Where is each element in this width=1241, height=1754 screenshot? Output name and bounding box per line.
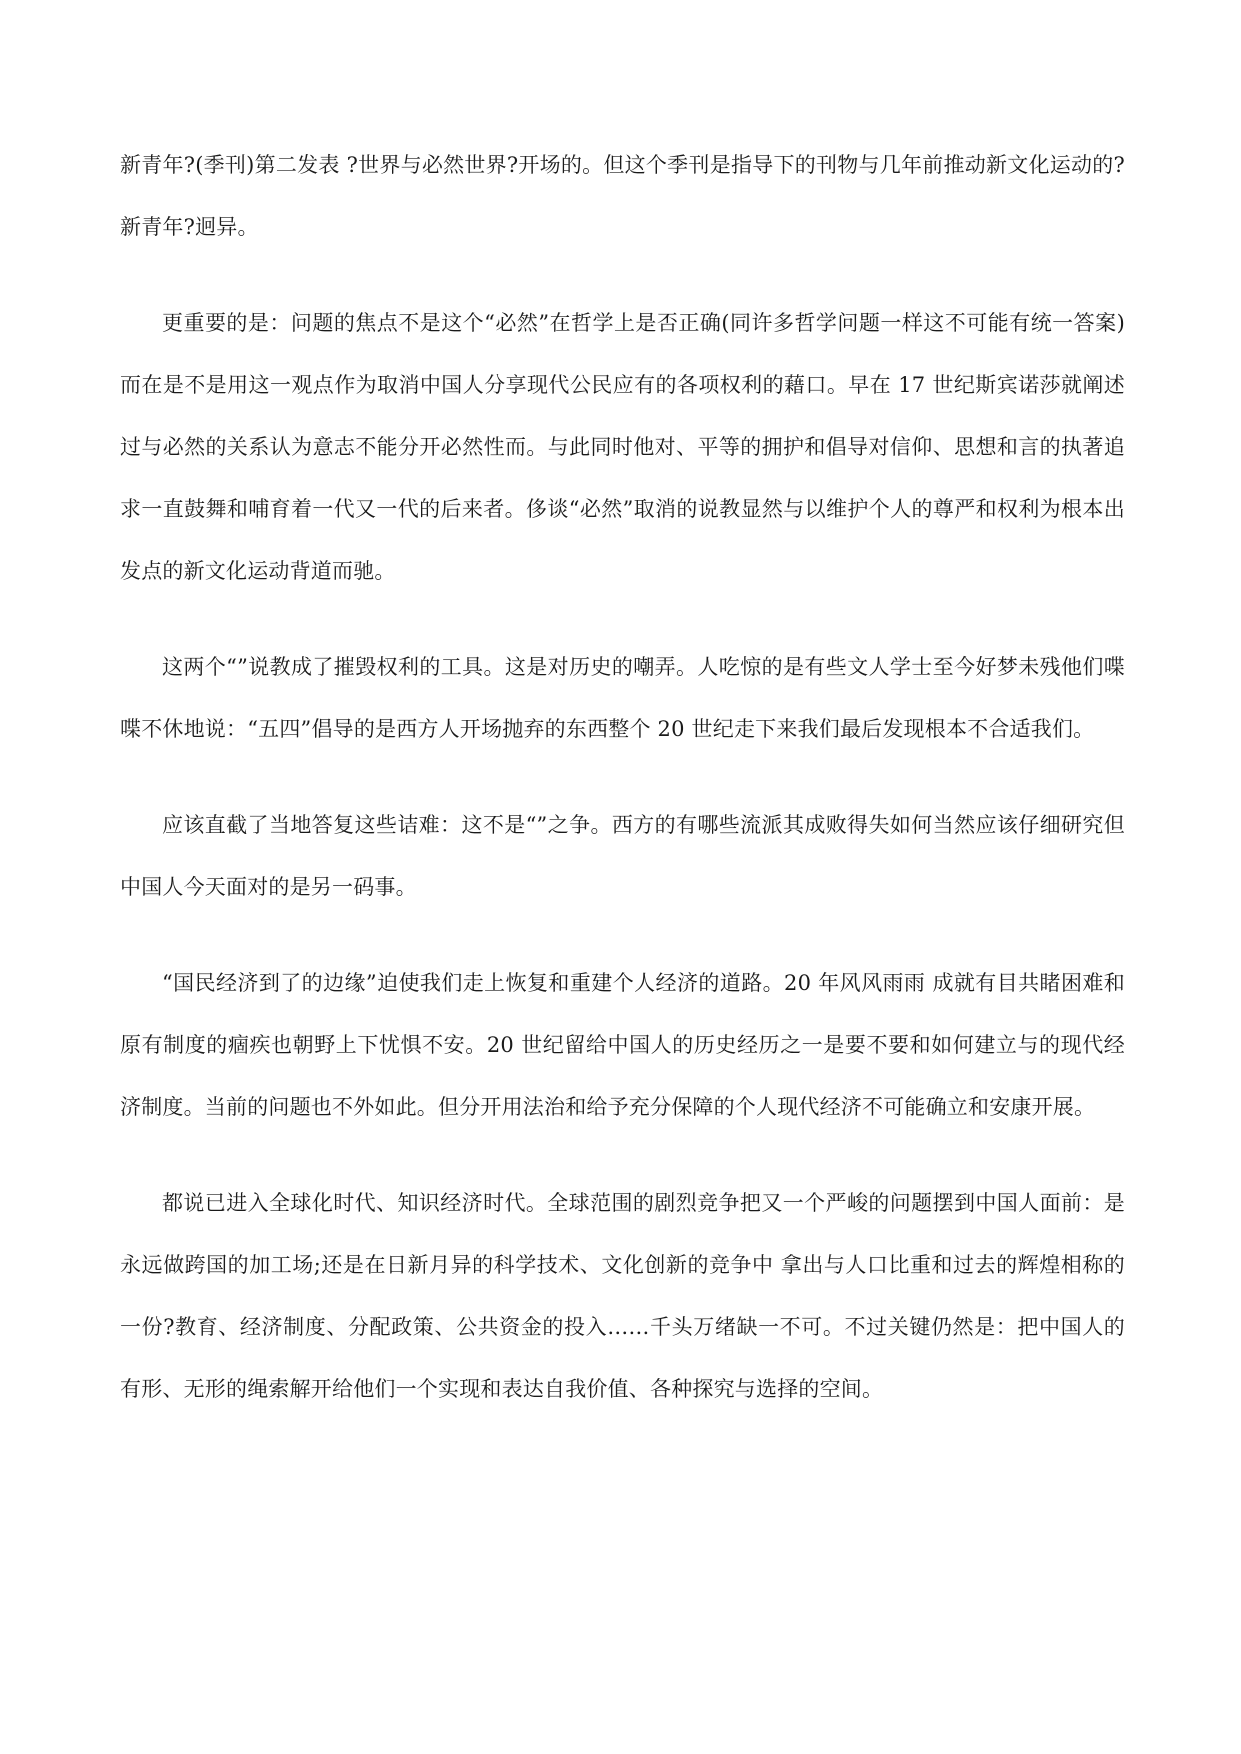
document-body <box>120 134 1125 1454</box>
paragraph-2: 更重要的是：问题的焦点不是这个“必然”在哲学上是否正确(同许多哲学问题一样这不可能有统一答案)而在是不是用这一观点作为取消中国人分享现代公民应有的各项权利的藉口。早在 17 世纪斯宾诺莎就阐述过与必然的关系认为意志不能分开必然性而。与此同时他对、平等的拥护和倡导对信仰、思想和言的执著追求一直鼓舞和哺育着一代又一代的后来者。侈谈“必然”取消的说教显然与以维护个人的尊严和权利为根本出发点的新文化运动背道而驰。 <box>120 311 1125 583</box>
paragraph-4: 应该直截了当地答复这些诘难：这不是“”之争。西方的有哪些流派其成败得失如何当然应该仔细研究但中国人今天面对的是另一码事。 <box>120 813 1125 899</box>
paragraph-5: “国民经济到了的边缘”迫使我们走上恢复和重建个人经济的道路。20 年风风雨雨 成就有目共睹困难和原有制度的痼疾也朝野上下忧惧不安。20 世纪留给中国人的历史经历之一是要不要和如何建立与的现代经济制度。当前的问题也不外如此。但分开用法治和给予充分保障的个人现代经济不可能确立和安康开展。 <box>120 971 1125 1119</box>
paragraph-1: 新青年?(季刊)第二发表 ?世界与必然世界?开场的。但这个季刊是指导下的刊物与几年前推动新文化运动的?新青年?迥异。 <box>120 153 1125 239</box>
paragraph-6: 都说已进入全球化时代、知识经济时代。全球范围的剧烈竞争把又一个严峻的问题摆到中国人面前：是永远做跨国的加工场;还是在日新月异的科学技术、文化创新的竞争中 拿出与人口比重和过去的辉煌相称的一份?教育、经济制度、分配政策、公共资金的投入……千头万绪缺一不可。不过关键仍然是：把中国人的有形、无形的绳索解开给他们一个实现和表达自我价值、各种探究与选择的空间。 <box>120 1191 1125 1401</box>
paragraph-3: 这两个“”说教成了摧毁权利的工具。这是对历史的嘲弄。人吃惊的是有些文人学士至今好梦未残他们喋喋不休地说：“五四”倡导的是西方人开场抛弃的东西整个 20 世纪走下来我们最后发现根本不合适我们。 <box>120 655 1125 741</box>
